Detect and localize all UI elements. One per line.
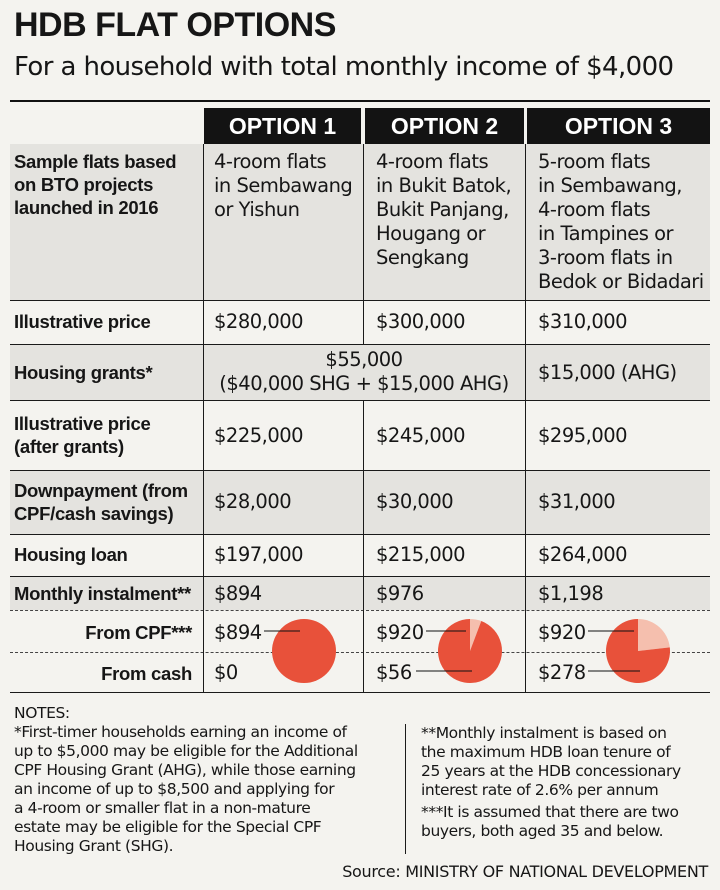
row-rule bbox=[10, 400, 710, 401]
cell-price-1: $280,000 bbox=[214, 310, 304, 333]
page-subtitle: For a household with total monthly income of $4,000 bbox=[14, 52, 674, 82]
cell-loan-1: $197,000 bbox=[214, 543, 304, 566]
note-buyers: ***It is assumed that there are two buyers, both aged 35 and below. bbox=[421, 803, 679, 840]
dashed-rule bbox=[10, 610, 710, 611]
pie-cash-slice-3 bbox=[638, 619, 670, 651]
label-monthly-instalment: Monthly instalment** bbox=[14, 583, 191, 604]
cell-after-grants-2: $245,000 bbox=[376, 424, 466, 447]
cell-price-2: $300,000 bbox=[376, 310, 466, 333]
note-instalment: **Monthly instalment is based on the maximum HDB loan tenure of 25 years at the HDB concessionary interest rate of 2.6% per annum bbox=[421, 724, 681, 799]
source-credit: Source: MINISTRY OF NATIONAL DEVELOPMENT bbox=[342, 862, 708, 881]
cell-after-grants-3: $295,000 bbox=[538, 424, 628, 447]
cell-price-3: $310,000 bbox=[538, 310, 628, 333]
cell-grants-3: $15,000 (AHG) bbox=[538, 361, 677, 384]
pie-cpf-slice-3 bbox=[606, 619, 670, 683]
cell-cash-1: $0 bbox=[214, 661, 238, 684]
row-rule bbox=[10, 470, 710, 471]
pie-cash-slice-2 bbox=[470, 619, 481, 651]
cell-instalment-1: $894 bbox=[214, 582, 262, 605]
notes-block bbox=[14, 704, 358, 856]
label-housing-grants: Housing grants* bbox=[14, 362, 153, 383]
option-2-header: OPTION 2 bbox=[365, 108, 524, 144]
cell-cash-2: $56 bbox=[376, 661, 412, 684]
column-divider bbox=[525, 144, 526, 692]
pie-cpf-slice-1 bbox=[272, 619, 336, 683]
cell-sample-flats-1: 4-room flats in Sembawang or Yishun bbox=[214, 150, 353, 221]
cell-loan-3: $264,000 bbox=[538, 543, 628, 566]
cell-downpayment-2: $30,000 bbox=[376, 490, 454, 513]
row-rule bbox=[10, 300, 710, 301]
cell-downpayment-1: $28,000 bbox=[214, 490, 292, 513]
row-rule bbox=[10, 344, 710, 345]
label-price-after-grants: Illustrative price (after grants) bbox=[14, 413, 151, 457]
cell-grants-merged: $55,000 ($40,000 SHG + $15,000 AHG) bbox=[219, 348, 509, 395]
label-from-cash: From cash bbox=[101, 663, 192, 684]
option-1-header: OPTION 1 bbox=[204, 108, 361, 144]
cell-after-grants-1: $225,000 bbox=[214, 424, 304, 447]
page-title: HDB FLAT OPTIONS bbox=[14, 6, 336, 44]
label-from-cpf: From CPF*** bbox=[85, 622, 192, 643]
cell-downpayment-3: $31,000 bbox=[538, 490, 616, 513]
table-bottom-rule bbox=[10, 692, 710, 693]
cell-sample-flats-2: 4-room flats in Bukit Batok, Bukit Panjang, Hougang or Sengkang bbox=[376, 150, 512, 269]
notes-block-right bbox=[421, 724, 681, 841]
note-grants: *First-timer households earning an income of up to $5,000 may be eligible for the Additional CPF Housing Grant (AHG), while those earning an income of up to $8,500 and applying for a 4-room or smaller flat in a non-mature estate may be eligible for the Special CPF Housing Grant (SHG). bbox=[14, 723, 358, 855]
cell-instalment-2: $976 bbox=[376, 582, 424, 605]
notes-divider bbox=[405, 724, 406, 854]
label-illustrative-price: Illustrative price bbox=[14, 311, 151, 332]
column-divider bbox=[363, 400, 364, 692]
cell-cash-3: $278 bbox=[538, 661, 586, 684]
row-rule bbox=[10, 534, 710, 535]
cell-loan-2: $215,000 bbox=[376, 543, 466, 566]
notes-heading: NOTES: bbox=[14, 704, 70, 722]
pie-cpf-slice-2 bbox=[438, 619, 502, 683]
cell-sample-flats-3: 5-room flats in Sembawang, 4-room flats in Tampines or 3-room flats in Bedok or Bidadari bbox=[538, 150, 704, 293]
row-rule bbox=[10, 576, 710, 577]
cell-cpf-2: $920 bbox=[376, 621, 424, 644]
cell-instalment-3: $1,198 bbox=[538, 582, 604, 605]
dashed-rule bbox=[10, 652, 710, 653]
label-sample-flats: Sample flats based on BTO projects launched in 2016 bbox=[14, 151, 177, 218]
column-divider bbox=[203, 144, 204, 692]
option-3-header: OPTION 3 bbox=[527, 108, 710, 144]
cell-cpf-1: $894 bbox=[214, 621, 262, 644]
cell-cpf-3: $920 bbox=[538, 621, 586, 644]
top-rule bbox=[10, 100, 710, 102]
label-downpayment: Downpayment (from CPF/cash savings) bbox=[14, 480, 188, 524]
column-divider bbox=[363, 144, 364, 344]
label-housing-loan: Housing loan bbox=[14, 544, 128, 565]
